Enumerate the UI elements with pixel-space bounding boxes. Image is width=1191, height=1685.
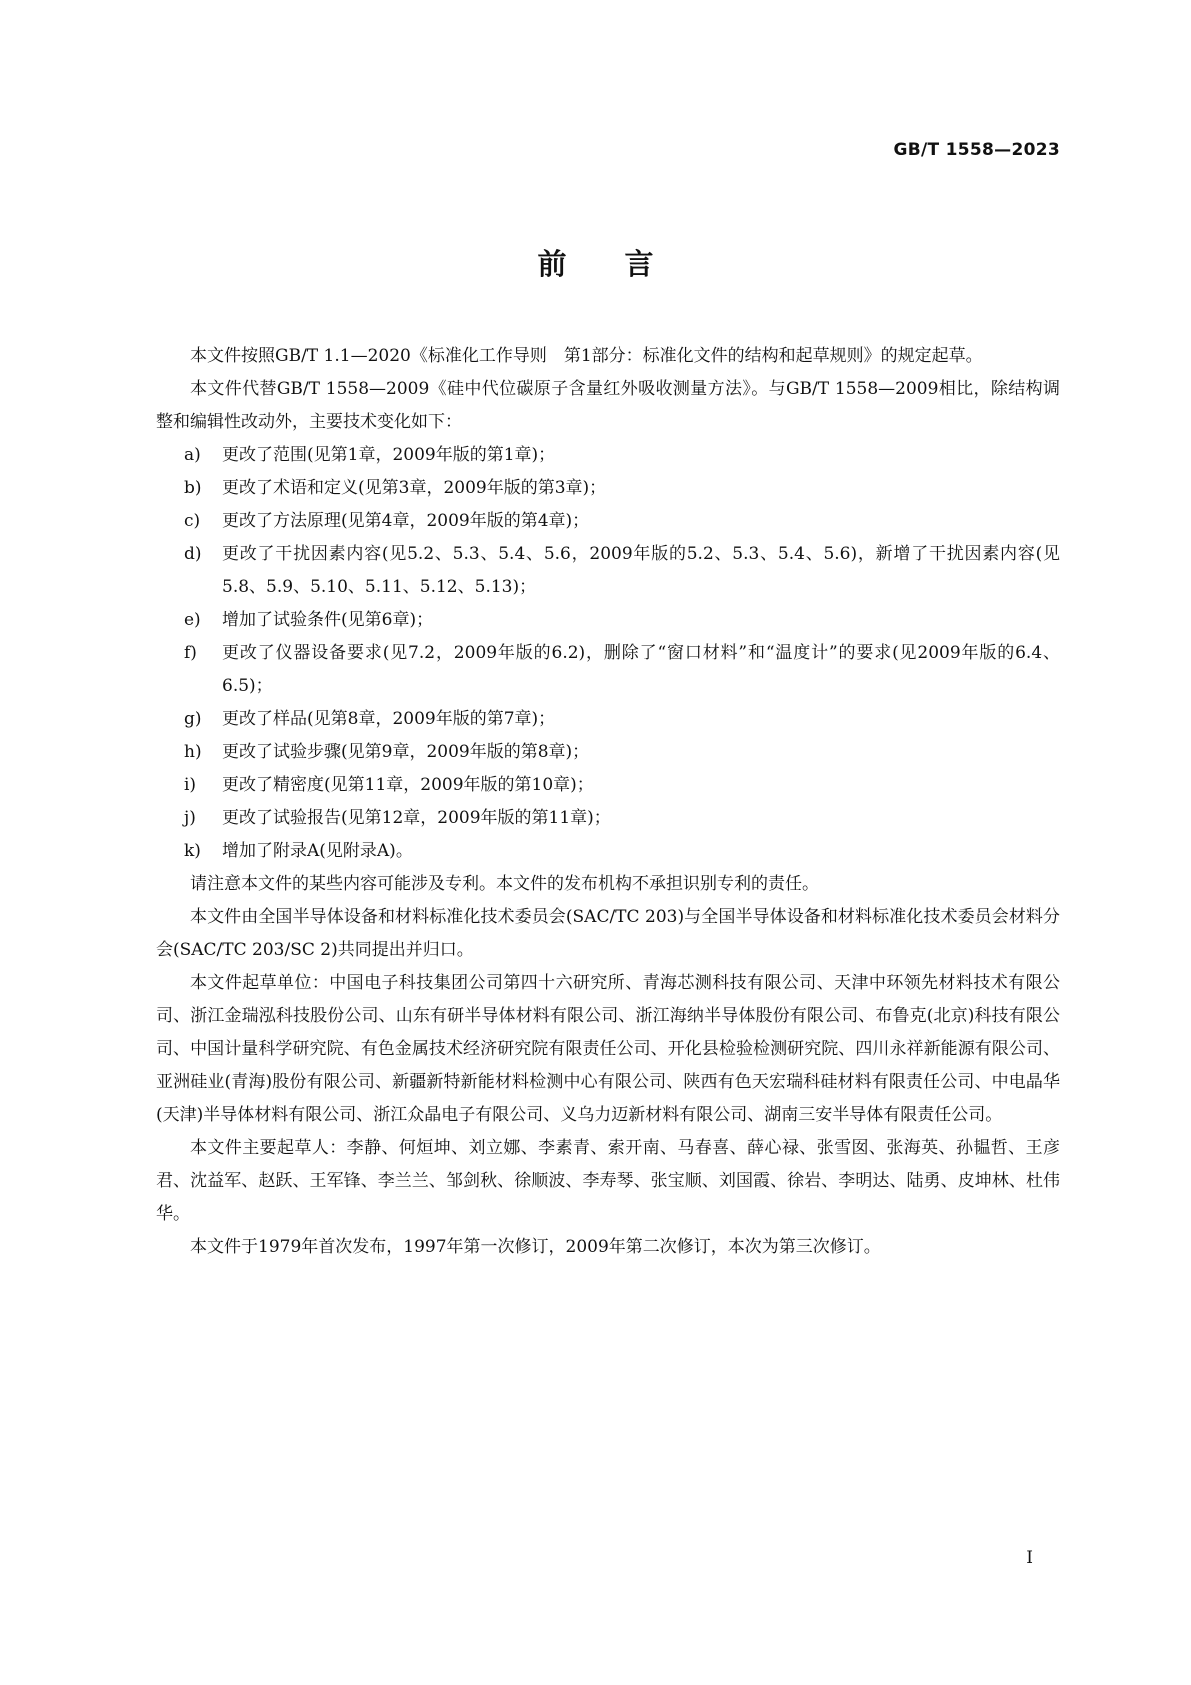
list-item bbox=[156, 835, 1060, 868]
paragraph-patent-notice: 请注意本文件的某些内容可能涉及专利。本文件的发布机构不承担识别专利的责任。 bbox=[190, 874, 819, 894]
list-item bbox=[156, 505, 1060, 538]
list-marker: e) bbox=[184, 610, 201, 630]
paragraph-history: 本文件于1979年首次发布，1997年第一次修订，2009年第二次修订，本次为第三次修订。 bbox=[190, 1237, 881, 1257]
list-item bbox=[156, 472, 1060, 505]
list-item-text: 更改了精密度(见第11章，2009年版的第10章)； bbox=[222, 775, 594, 795]
foreword-body bbox=[156, 340, 1060, 1264]
list-marker: j) bbox=[184, 808, 196, 828]
list-item-text: 更改了仪器设备要求(见7.2，2009年版的6.2)，删除了“窗口材料”和“温度计”的要求(见2009年版的6.4、6.5)； bbox=[222, 643, 1060, 696]
list-marker: g) bbox=[184, 709, 202, 729]
page-number: I bbox=[1026, 1548, 1033, 1568]
list-marker: d) bbox=[184, 544, 202, 564]
list-item-text: 增加了附录A(见附录A)。 bbox=[222, 841, 413, 861]
paragraph-drafting-rules: 本文件按照GB/T 1.1—2020《标准化工作导则 第1部分：标准化文件的结构和起草规则》的规定起草。 bbox=[190, 346, 983, 366]
list-item-text: 更改了试验报告(见第12章，2009年版的第11章)； bbox=[222, 808, 611, 828]
list-item bbox=[156, 538, 1060, 604]
list-item bbox=[156, 637, 1060, 703]
list-marker: h) bbox=[184, 742, 202, 762]
changes-list bbox=[156, 439, 1060, 868]
list-item bbox=[156, 439, 1060, 472]
list-item-text: 更改了干扰因素内容(见5.2、5.3、5.4、5.6，2009年版的5.2、5.3、5.4、5.6)，新增了干扰因素内容(见5.8、5.9、5.10、5.11、5.12、5.13)； bbox=[222, 544, 1060, 597]
page-title: 前言 bbox=[537, 247, 712, 281]
list-item-text: 更改了试验步骤(见第9章，2009年版的第8章)； bbox=[222, 742, 590, 762]
paragraph-proposer: 本文件由全国半导体设备和材料标准化技术委员会(SAC/TC 203)与全国半导体设备和材料标准化技术委员会材料分会(SAC/TC 203/SC 2)共同提出并归口。 bbox=[156, 907, 1060, 960]
list-item bbox=[156, 802, 1060, 835]
list-item-text: 更改了方法原理(见第4章，2009年版的第4章)； bbox=[222, 511, 590, 531]
list-item bbox=[156, 769, 1060, 802]
paragraph-replaces: 本文件代替GB/T 1558—2009《硅中代位碳原子含量红外吸收测量方法》。与GB/T 1558—2009相比，除结构调整和编辑性改动外，主要技术变化如下： bbox=[156, 379, 1060, 432]
list-item-text: 更改了样品(见第8章，2009年版的第7章)； bbox=[222, 709, 556, 729]
list-item bbox=[156, 703, 1060, 736]
list-marker: k) bbox=[184, 841, 201, 861]
list-marker: c) bbox=[184, 511, 201, 531]
list-marker: a) bbox=[184, 445, 201, 465]
paragraph-drafters: 本文件主要起草人：李静、何烜坤、刘立娜、李素青、索开南、马春喜、薛心禄、张雪囡、张海英、孙韫哲、王彦君、沈益军、赵跃、王军锋、李兰兰、邹剑秋、徐顺波、李寿琴、张宝顺、刘国霞、徐岩、李明达、陆勇、皮坤林、杜伟华。 bbox=[156, 1138, 1060, 1224]
list-item-text: 更改了范围(见第1章，2009年版的第1章)； bbox=[222, 445, 556, 465]
list-marker: b) bbox=[184, 478, 202, 498]
list-marker: i) bbox=[184, 775, 197, 795]
list-item bbox=[156, 736, 1060, 769]
list-item-text: 增加了试验条件(见第6章)； bbox=[222, 610, 434, 630]
list-item-text: 更改了术语和定义(见第3章，2009年版的第3章)； bbox=[222, 478, 607, 498]
list-item bbox=[156, 604, 1060, 637]
paragraph-drafting-units: 本文件起草单位：中国电子科技集团公司第四十六研究所、青海芯测科技有限公司、天津中环领先材料技术有限公司、浙江金瑞泓科技股份公司、山东有研半导体材料有限公司、浙江海纳半导体股份有限公司、布鲁克(北京)科技有限公司、中国计量科学研究院、有色金属技术经济研究院有限责任公司、开化县检验检测研究院、四川永祥新能源有限公司、亚洲硅业(青海)股份有限公司、新疆新特新能材料检测中心有限公司、陕西有色天宏瑞科硅材料有限责任公司、中电晶华(天津)半导体材料有限公司、浙江众晶电子有限公司、义乌力迈新材料有限公司、湖南三安半导体有限责任公司。 bbox=[156, 973, 1060, 1125]
standard-code: GB/T 1558—2023 bbox=[893, 140, 1060, 160]
list-marker: f) bbox=[184, 643, 197, 663]
